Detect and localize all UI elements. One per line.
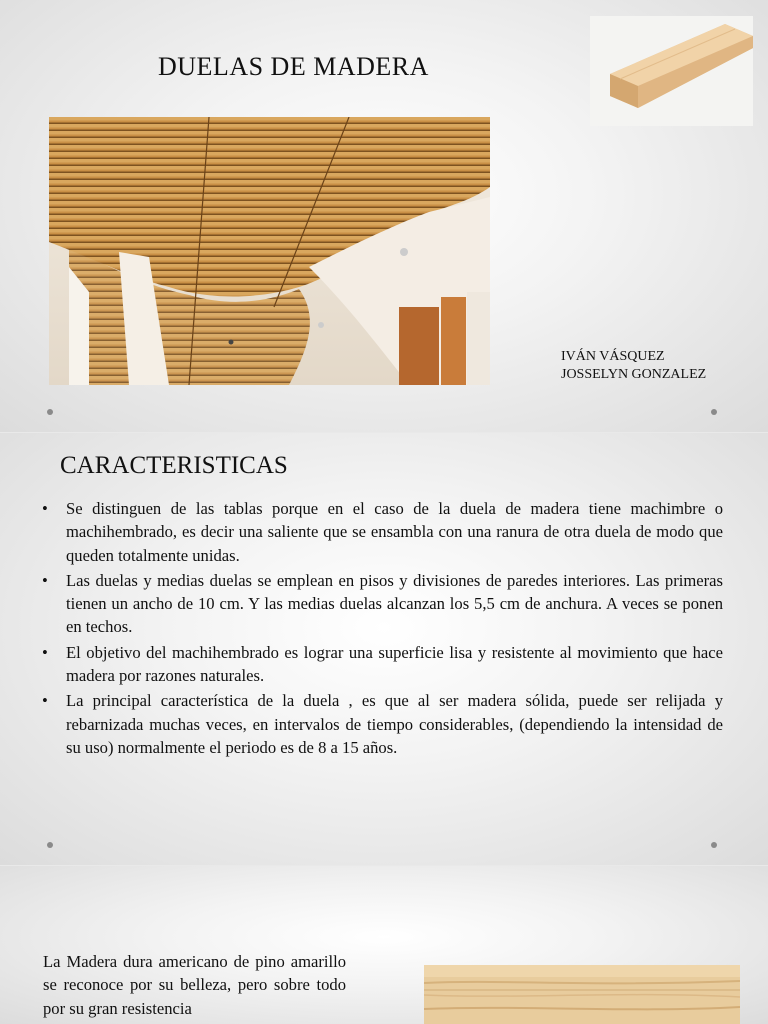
author-name: JOSSELYN GONZALEZ [561, 367, 707, 382]
slide-dot-icon [711, 842, 717, 848]
slide-dot-icon [47, 409, 53, 415]
slide-dot-icon [711, 409, 717, 415]
bullet-dot-icon: • [42, 642, 48, 662]
body-paragraph: La Madera dura americano de pino amarillo se reconoce por su belleza, pero sobre todo por su gran resistencia [43, 952, 346, 1018]
slide-dot-icon [47, 842, 53, 848]
list-item [42, 689, 723, 759]
authors-block [561, 348, 706, 384]
section-heading: CARACTERISTICAS [60, 452, 288, 479]
list-item-text: El objetivo del machihembrado es lograr una superficie lisa y resistente al movimiento que hace madera por razones naturales. [66, 642, 723, 686]
bullet-dot-icon: • [42, 570, 48, 590]
wood-plank-image [590, 16, 753, 126]
list-item-text: Las duelas y medias duelas se emplean en pisos y divisiones de paredes interiores. Las primeras tienen un ancho de 10 cm. Y las medias duelas alcanzan los 5,5 cm de anchura. A veces se ponen en techos. [66, 570, 723, 637]
page-title: DUELAS DE MADERA [158, 52, 429, 81]
bullet-dot-icon: • [42, 499, 48, 518]
list-item [42, 569, 723, 639]
list-item [42, 641, 723, 688]
author-name: IVÁN VÁSQUEZ [561, 349, 665, 364]
list-item [42, 497, 723, 567]
characteristics-list [42, 497, 723, 761]
pine-wood-image [424, 965, 740, 1024]
list-item-text: La principal característica de la duela , es que al ser madera sólida, puede ser relijada y rebarnizada muchas veces, en intervalos de tiempo considerables, (dependiendo la intensidad de su uso) normalmente el periodo es de 8 a 15 años. [66, 691, 723, 757]
wood-ceiling-image [49, 117, 490, 385]
bullet-dot-icon: • [42, 691, 48, 711]
list-item-text: Se distinguen de las tablas porque en el caso de la duela de madera tiene machimbre o machihembrado, es decir una saliente que se ensambla con una ranura de otra duela de modo que queden totalmente unidas. [66, 499, 723, 565]
slide-title [0, 0, 768, 432]
